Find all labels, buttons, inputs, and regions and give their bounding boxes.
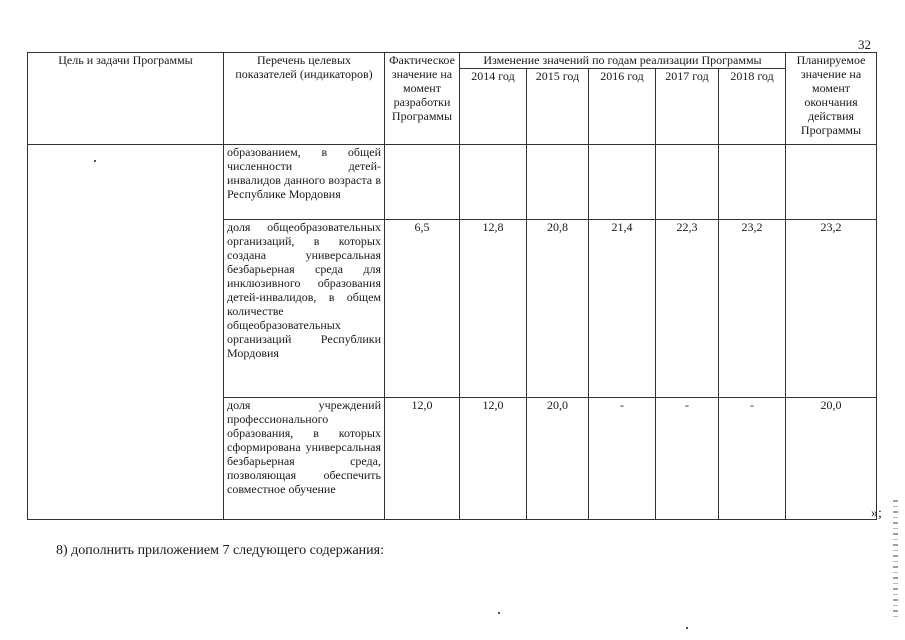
planned-value-cell: 23,2 xyxy=(786,220,877,398)
year-value-cell: 22,3 xyxy=(656,220,719,398)
year-value-cell xyxy=(719,145,786,220)
year-value-cell: 23,2 xyxy=(719,220,786,398)
indicator-cell: образованием, в общей численности детей-инвалидов данного возраста в Республике Мордовия xyxy=(224,145,385,220)
actual-value-cell: 12,0 xyxy=(385,398,460,520)
header-year-2017: 2017 год xyxy=(656,69,719,145)
header-change-by-year: Изменение значений по годам реализации Программы xyxy=(460,53,786,69)
actual-value-cell xyxy=(385,145,460,220)
goals-cell xyxy=(28,145,224,520)
year-value-cell xyxy=(460,145,527,220)
scan-speck xyxy=(498,612,500,614)
indicator-cell: доля общеобразовательных организаций, в которых создана универсальная безбарьерная среда для инклюзивного образования детей-инвалидов, в общем количестве общеобразовательных организаций Республики Мордовия xyxy=(224,220,385,398)
closing-quote-mark: »; xyxy=(871,506,882,521)
year-value-cell xyxy=(656,145,719,220)
year-value-cell: - xyxy=(656,398,719,520)
actual-value-cell: 6,5 xyxy=(385,220,460,398)
year-value-cell: 12,8 xyxy=(460,220,527,398)
year-value-cell: 12,0 xyxy=(460,398,527,520)
year-value-cell xyxy=(589,145,656,220)
header-year-2014: 2014 год xyxy=(460,69,527,145)
header-planned-value: Планируемое значение на момент окончания действия Программы xyxy=(786,53,877,145)
indicators-table xyxy=(27,52,877,520)
year-value-cell: - xyxy=(719,398,786,520)
year-value-cell xyxy=(527,145,589,220)
page-number: 32 xyxy=(858,37,871,52)
header-year-2016: 2016 год xyxy=(589,69,656,145)
header-indicators: Перечень целевых показателей (индикаторов) xyxy=(224,53,385,145)
instruction-paragraph: 8) дополнить приложением 7 следующего содержания: xyxy=(56,543,384,558)
planned-value-cell: 20,0 xyxy=(786,398,877,520)
year-value-cell: 20,8 xyxy=(527,220,589,398)
header-goals: Цель и задачи Программы xyxy=(28,53,224,145)
scan-edge-noise xyxy=(893,500,898,620)
year-value-cell: - xyxy=(589,398,656,520)
table-row xyxy=(28,145,877,220)
year-value-cell: 20,0 xyxy=(527,398,589,520)
scan-speck xyxy=(686,627,688,629)
indicator-cell: доля учреждений профессионального образования, в которых сформирована универсальная безбарьерная среда, позволяющая обеспечить совместное обучение xyxy=(224,398,385,520)
planned-value-cell xyxy=(786,145,877,220)
header-actual-value: Фактическое значение на момент разработки Программы xyxy=(385,53,460,145)
year-value-cell: 21,4 xyxy=(589,220,656,398)
header-year-2018: 2018 год xyxy=(719,69,786,145)
scan-speck xyxy=(94,160,96,162)
header-year-2015: 2015 год xyxy=(527,69,589,145)
